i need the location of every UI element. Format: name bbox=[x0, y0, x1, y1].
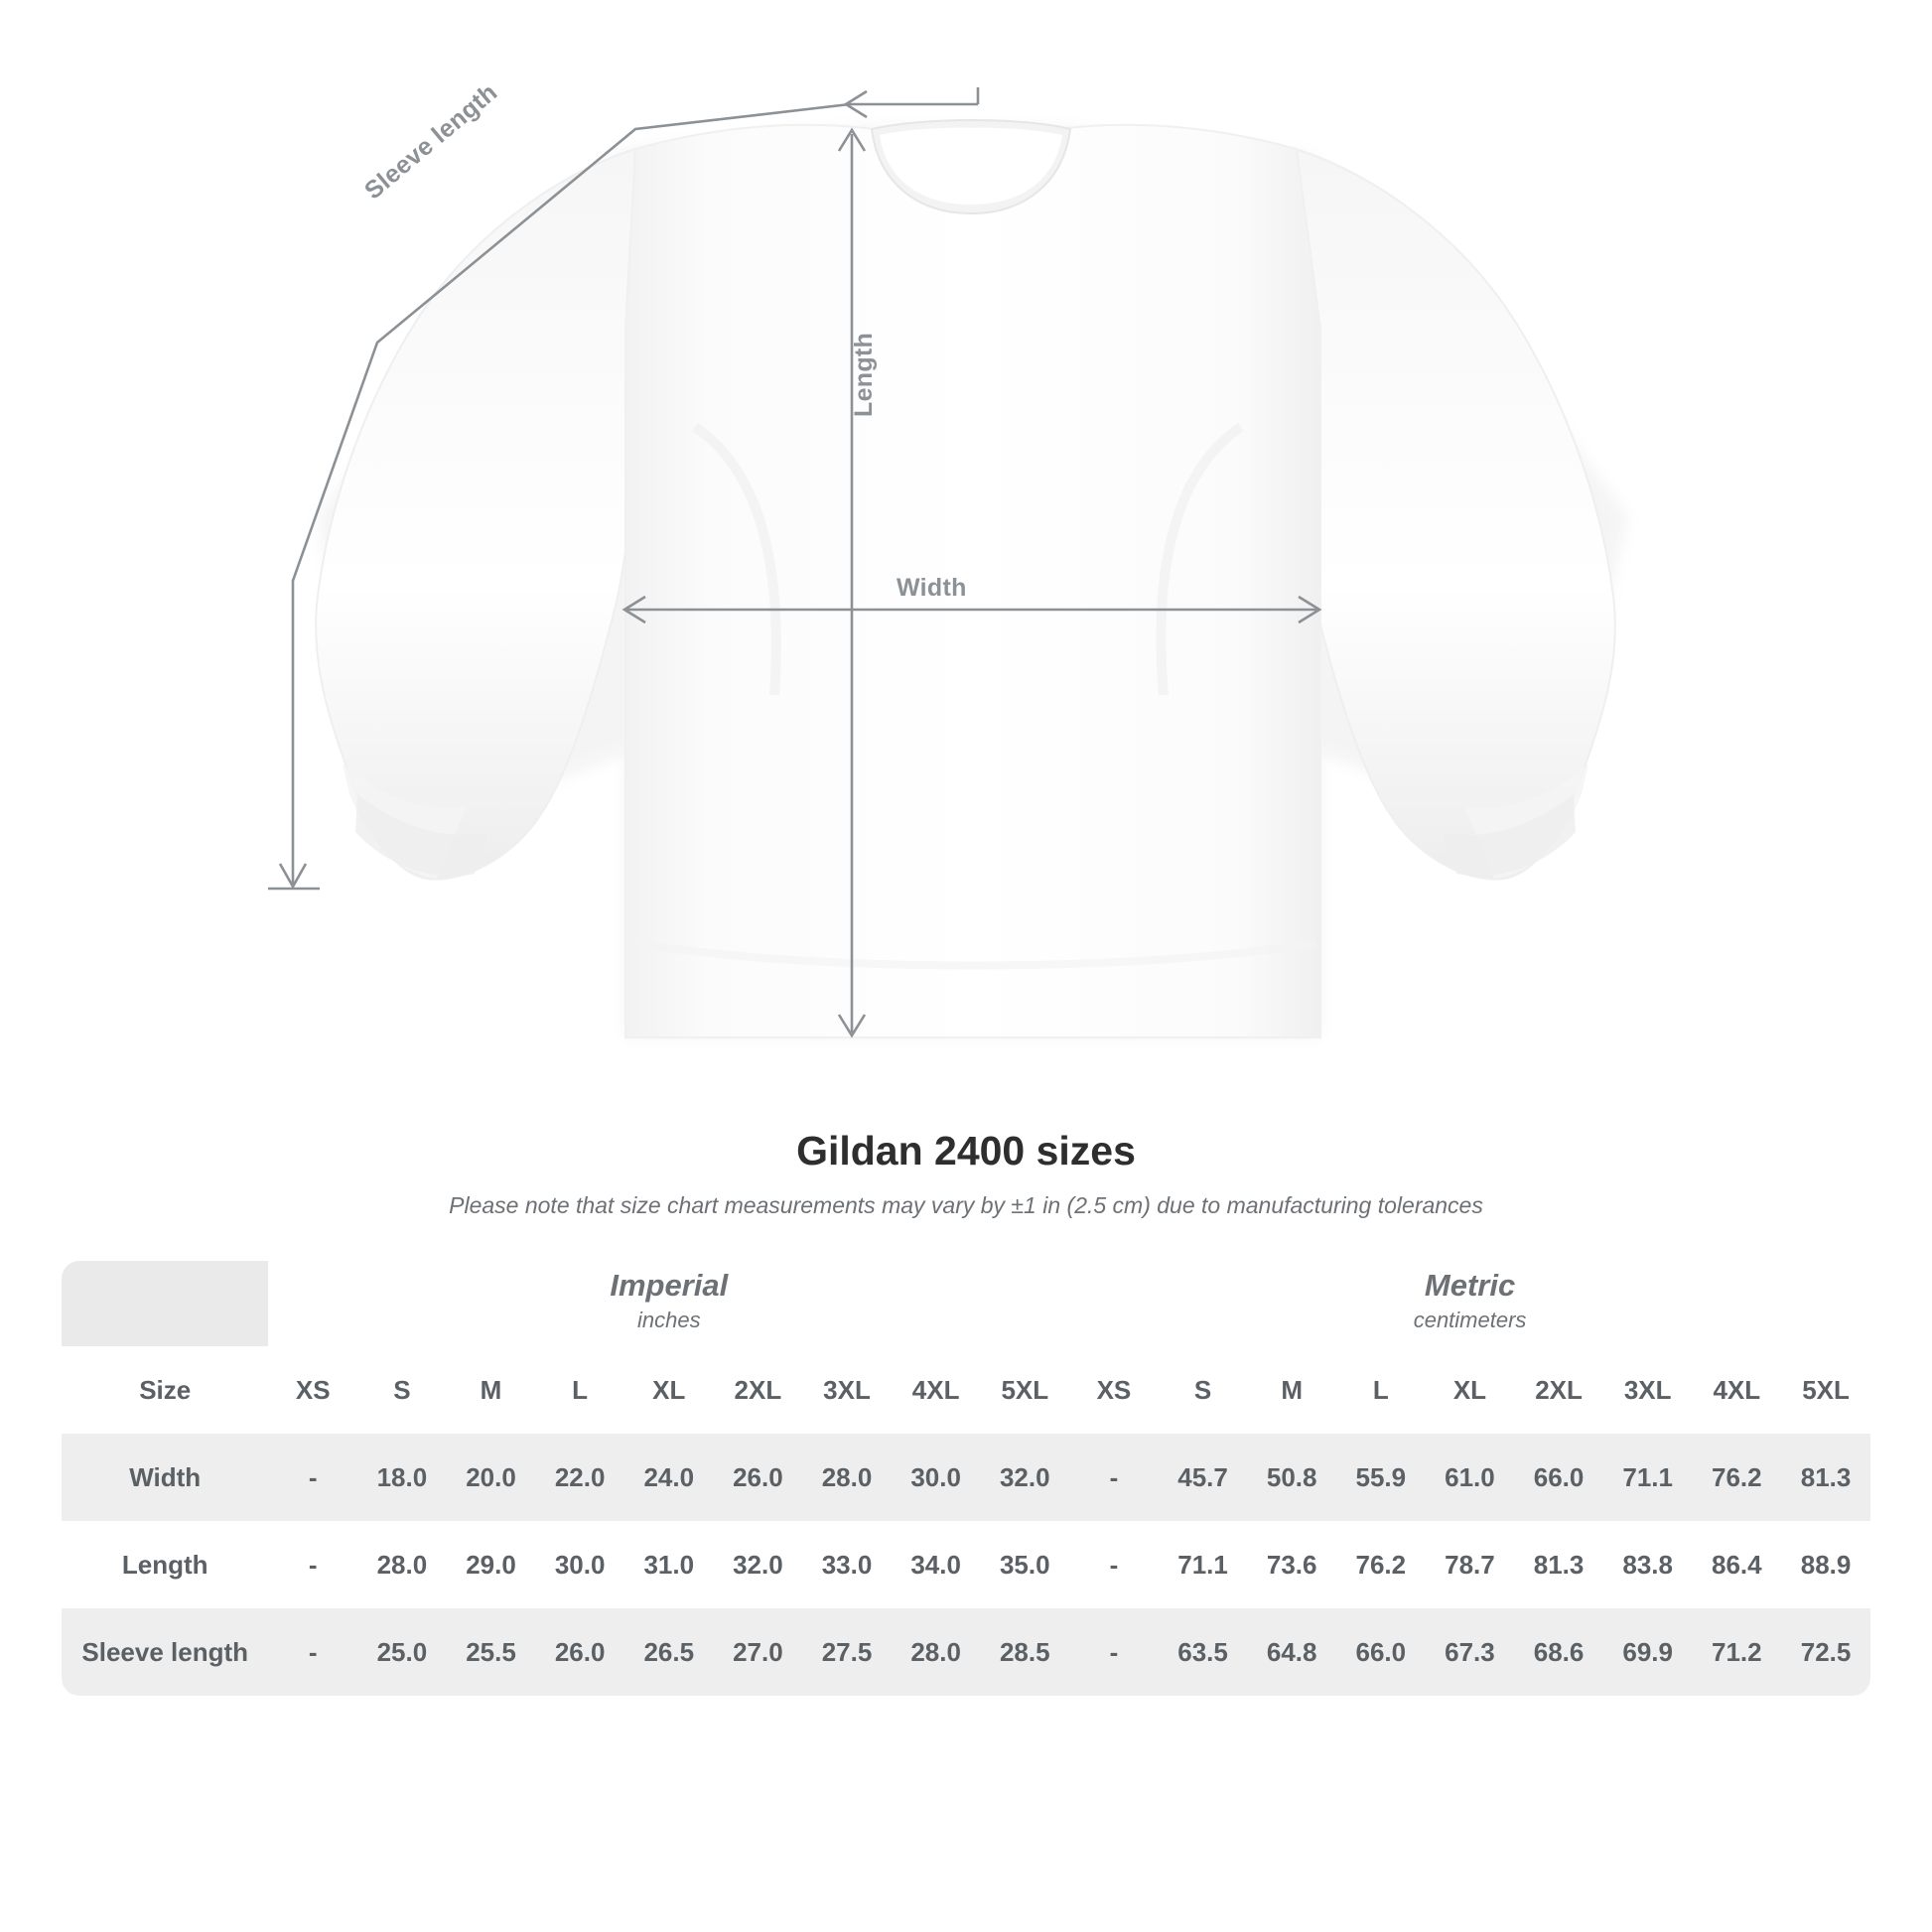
cell-value: 25.0 bbox=[357, 1608, 447, 1696]
size-header-cell: M bbox=[447, 1346, 536, 1434]
cell-value: - bbox=[268, 1521, 357, 1608]
unit-metric-name: Metric bbox=[1424, 1268, 1516, 1304]
cell-value: 33.0 bbox=[802, 1521, 892, 1608]
unit-imperial-name: Imperial bbox=[610, 1268, 729, 1304]
unit-header-row bbox=[62, 1261, 1870, 1346]
row-label-width: Width bbox=[62, 1434, 268, 1521]
cell-value: 66.0 bbox=[1514, 1434, 1603, 1521]
cell-value: 88.9 bbox=[1781, 1521, 1870, 1608]
cell-value: 29.0 bbox=[447, 1521, 536, 1608]
cell-value: - bbox=[1069, 1521, 1159, 1608]
row-label-sleeve-length: Sleeve length bbox=[62, 1608, 268, 1696]
cell-value: 76.2 bbox=[1693, 1434, 1782, 1521]
cell-value: 63.5 bbox=[1159, 1608, 1248, 1696]
cell-value: 28.0 bbox=[892, 1608, 981, 1696]
cell-value: 78.7 bbox=[1426, 1521, 1515, 1608]
cell-value: - bbox=[1069, 1608, 1159, 1696]
table-row bbox=[62, 1608, 1870, 1696]
size-header-cell: 4XL bbox=[892, 1346, 981, 1434]
size-header-cell: 4XL bbox=[1693, 1346, 1782, 1434]
table-row bbox=[62, 1434, 1870, 1521]
length-label: Length bbox=[850, 332, 878, 417]
cell-value: 27.0 bbox=[714, 1608, 803, 1696]
cell-value: 35.0 bbox=[980, 1521, 1069, 1608]
size-header-cell: XL bbox=[1426, 1346, 1515, 1434]
unit-group-imperial bbox=[268, 1261, 1069, 1346]
cell-value: 69.9 bbox=[1603, 1608, 1693, 1696]
cell-value: 30.0 bbox=[535, 1521, 624, 1608]
cell-value: 71.1 bbox=[1159, 1521, 1248, 1608]
cell-value: 22.0 bbox=[535, 1434, 624, 1521]
size-header-cell: M bbox=[1247, 1346, 1336, 1434]
cell-value: 31.0 bbox=[624, 1521, 714, 1608]
size-header-cell: XL bbox=[624, 1346, 714, 1434]
sleeve-length-label: Sleeve length bbox=[359, 77, 503, 206]
cell-value: 28.0 bbox=[802, 1434, 892, 1521]
cell-value: 66.0 bbox=[1336, 1608, 1426, 1696]
cell-value: 71.2 bbox=[1693, 1608, 1782, 1696]
cell-value: 68.6 bbox=[1514, 1608, 1603, 1696]
cell-value: 73.6 bbox=[1247, 1521, 1336, 1608]
cell-value: 30.0 bbox=[892, 1434, 981, 1521]
cell-value: 81.3 bbox=[1514, 1521, 1603, 1608]
size-header-cell: 2XL bbox=[1514, 1346, 1603, 1434]
size-header-cell: L bbox=[1336, 1346, 1426, 1434]
size-header-label: Size bbox=[62, 1346, 268, 1434]
cell-value: 55.9 bbox=[1336, 1434, 1426, 1521]
unit-imperial-sub: inches bbox=[636, 1307, 701, 1332]
row-label-length: Length bbox=[62, 1521, 268, 1608]
tolerance-note: Please note that size chart measurements may vary by ±1 in (2.5 cm) due to manufacturing tolerances bbox=[449, 1192, 1483, 1218]
size-table bbox=[62, 1261, 1870, 1696]
cell-value: 32.0 bbox=[980, 1434, 1069, 1521]
cell-value: 18.0 bbox=[357, 1434, 447, 1521]
size-header-cell: XS bbox=[268, 1346, 357, 1434]
cell-value: 50.8 bbox=[1247, 1434, 1336, 1521]
cell-value: 76.2 bbox=[1336, 1521, 1426, 1608]
cell-value: 26.0 bbox=[714, 1434, 803, 1521]
cell-value: 64.8 bbox=[1247, 1608, 1336, 1696]
cell-value: 34.0 bbox=[892, 1521, 981, 1608]
cell-value: 81.3 bbox=[1781, 1434, 1870, 1521]
unit-metric-sub: centimeters bbox=[1413, 1307, 1527, 1332]
cell-value: 67.3 bbox=[1426, 1608, 1515, 1696]
size-header-cell: S bbox=[357, 1346, 447, 1434]
cell-value: 61.0 bbox=[1426, 1434, 1515, 1521]
cell-value: 27.5 bbox=[802, 1608, 892, 1696]
size-header-row bbox=[62, 1346, 1870, 1434]
width-label: Width bbox=[897, 574, 967, 602]
cell-value: - bbox=[268, 1434, 357, 1521]
unit-blank-cell bbox=[62, 1261, 268, 1346]
size-header-cell: L bbox=[535, 1346, 624, 1434]
cell-value: 72.5 bbox=[1781, 1608, 1870, 1696]
cell-value: 25.5 bbox=[447, 1608, 536, 1696]
cell-value: 28.5 bbox=[980, 1608, 1069, 1696]
cell-value: 83.8 bbox=[1603, 1521, 1693, 1608]
cell-value: 26.0 bbox=[535, 1608, 624, 1696]
page-title: Gildan 2400 sizes bbox=[796, 1128, 1136, 1173]
cell-value: 24.0 bbox=[624, 1434, 714, 1521]
size-table-wrapper bbox=[62, 1261, 1870, 1696]
size-header-cell: XS bbox=[1069, 1346, 1159, 1434]
size-header-cell: 5XL bbox=[1781, 1346, 1870, 1434]
unit-group-metric bbox=[1069, 1261, 1870, 1346]
cell-value: 71.1 bbox=[1603, 1434, 1693, 1521]
cell-value: 28.0 bbox=[357, 1521, 447, 1608]
cell-value: 32.0 bbox=[714, 1521, 803, 1608]
cell-value: - bbox=[268, 1608, 357, 1696]
cell-value: 45.7 bbox=[1159, 1434, 1248, 1521]
cell-value: 20.0 bbox=[447, 1434, 536, 1521]
cell-value: 26.5 bbox=[624, 1608, 714, 1696]
size-header-cell: 3XL bbox=[802, 1346, 892, 1434]
title-block bbox=[0, 1128, 1932, 1219]
cell-value: - bbox=[1069, 1434, 1159, 1521]
cell-value: 86.4 bbox=[1693, 1521, 1782, 1608]
size-header-cell: 2XL bbox=[714, 1346, 803, 1434]
size-header-cell: 3XL bbox=[1603, 1346, 1693, 1434]
table-row bbox=[62, 1521, 1870, 1608]
size-header-cell: S bbox=[1159, 1346, 1248, 1434]
size-header-cell: 5XL bbox=[980, 1346, 1069, 1434]
